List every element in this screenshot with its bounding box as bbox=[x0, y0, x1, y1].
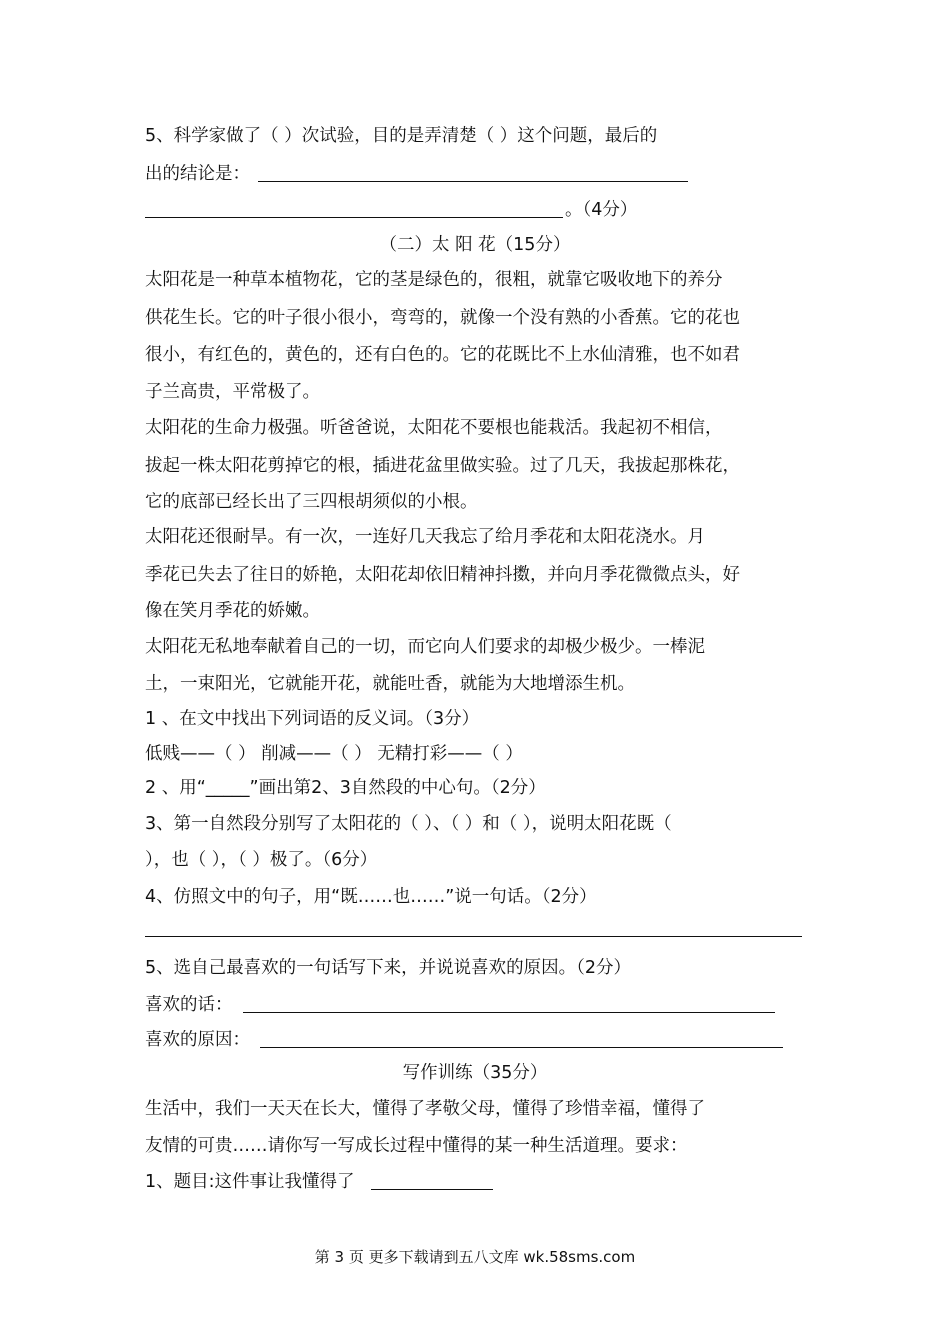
passage-line: 太阳花的生命力极强。听爸爸说，太阳花不要根也能栽活。我起初不相信， bbox=[145, 418, 723, 438]
writing-prompt-line: 友情的可贵……请你写一写成长过程中懂得的某一种生活道理。要求： bbox=[145, 1136, 688, 1156]
question-4: 4、仿照文中的句子，用“既……也……”说一句话。（2分） bbox=[145, 887, 597, 907]
question-5: 5、选自己最喜欢的一句话写下来，并说说喜欢的原因。（2分） bbox=[145, 958, 632, 978]
q5-answer-line-1[interactable] bbox=[258, 181, 688, 182]
passage-title: （二）太 阳 花（15分） bbox=[379, 235, 571, 255]
question-5-reason-answer-line[interactable] bbox=[260, 1047, 783, 1048]
question-2: 2 、用“_____”画出第2、3自然段的中心句。（2分） bbox=[145, 778, 546, 798]
writing-title-blank[interactable] bbox=[371, 1189, 493, 1190]
question-3-line2: ），也（ ），（ ）极了。（6分） bbox=[145, 850, 378, 870]
question-3-line1: 3、第一自然段分别写了太阳花的（ ）、（ ）和（ ），说明太阳花既（ bbox=[145, 814, 672, 834]
question-1: 1 、在文中找出下列词语的反义词。（3分） bbox=[145, 709, 480, 729]
passage-line: 像在笑月季花的娇嫩。 bbox=[145, 601, 320, 621]
question-5-reason-label: 喜欢的原因： bbox=[145, 1030, 250, 1050]
q5-line2 bbox=[145, 162, 250, 186]
passage-line: 土，一束阳光，它就能开花，就能吐香，就能为大地增添生机。 bbox=[145, 674, 635, 694]
passage-line: 太阳花是一种草本植物花，它的茎是绿色的，很粗，就靠它吸收地下的养分 bbox=[145, 270, 723, 290]
passage-line: 很小，有红色的，黄色的，还有白色的。它的花既比不上水仙清雅，也不如君 bbox=[145, 345, 740, 365]
question-5-words-label: 喜欢的话： bbox=[145, 995, 233, 1015]
q5-score: 。（4分） bbox=[565, 200, 638, 220]
writing-requirement-1: 1、题目:这件事让我懂得了 bbox=[145, 1172, 355, 1192]
writing-prompt-line: 生活中，我们一天天在长大，懂得了孝敬父母，懂得了珍惜幸福，懂得了 bbox=[145, 1099, 705, 1119]
passage-line: 季花已失去了往日的娇艳，太阳花却依旧精神抖擞，并向月季花微微点头，好 bbox=[145, 565, 740, 585]
question-4-answer-line[interactable] bbox=[145, 936, 802, 937]
passage-line: 供花生长。它的叶子很小很小，弯弯的，就像一个没有熟的小香蕉。它的花也 bbox=[145, 308, 740, 328]
q5-line1: 5、科学家做了（ ）次试验，目的是弄清楚（ ）这个问题，最后的 bbox=[145, 126, 658, 146]
q5-answer-line-2[interactable] bbox=[145, 217, 563, 218]
page-footer: 第 3 页 更多下载请到五八文库 wk.58sms.com bbox=[314, 1248, 636, 1266]
writing-title: 写作训练（35分） bbox=[402, 1063, 548, 1083]
passage-line: 它的底部已经长出了三四根胡须似的小根。 bbox=[145, 492, 478, 512]
question-5-words-answer-line[interactable] bbox=[243, 1012, 775, 1013]
passage-line: 太阳花还很耐旱。有一次，一连好几天我忘了给月季花和太阳花浇水。月 bbox=[145, 527, 705, 547]
q5-label: 出的结论是： bbox=[145, 164, 250, 184]
passage-line: 子兰高贵，平常极了。 bbox=[145, 382, 320, 402]
question-1-words: 低贱——（ ） 削减——（ ） 无精打彩——（ ） bbox=[145, 744, 523, 764]
passage-line: 太阳花无私地奉献着自己的一切，而它向人们要求的却极少极少。一棒泥 bbox=[145, 637, 705, 657]
passage-line: 拔起一株太阳花剪掉它的根，插进花盆里做实验。过了几天，我拔起那株花， bbox=[145, 456, 740, 476]
